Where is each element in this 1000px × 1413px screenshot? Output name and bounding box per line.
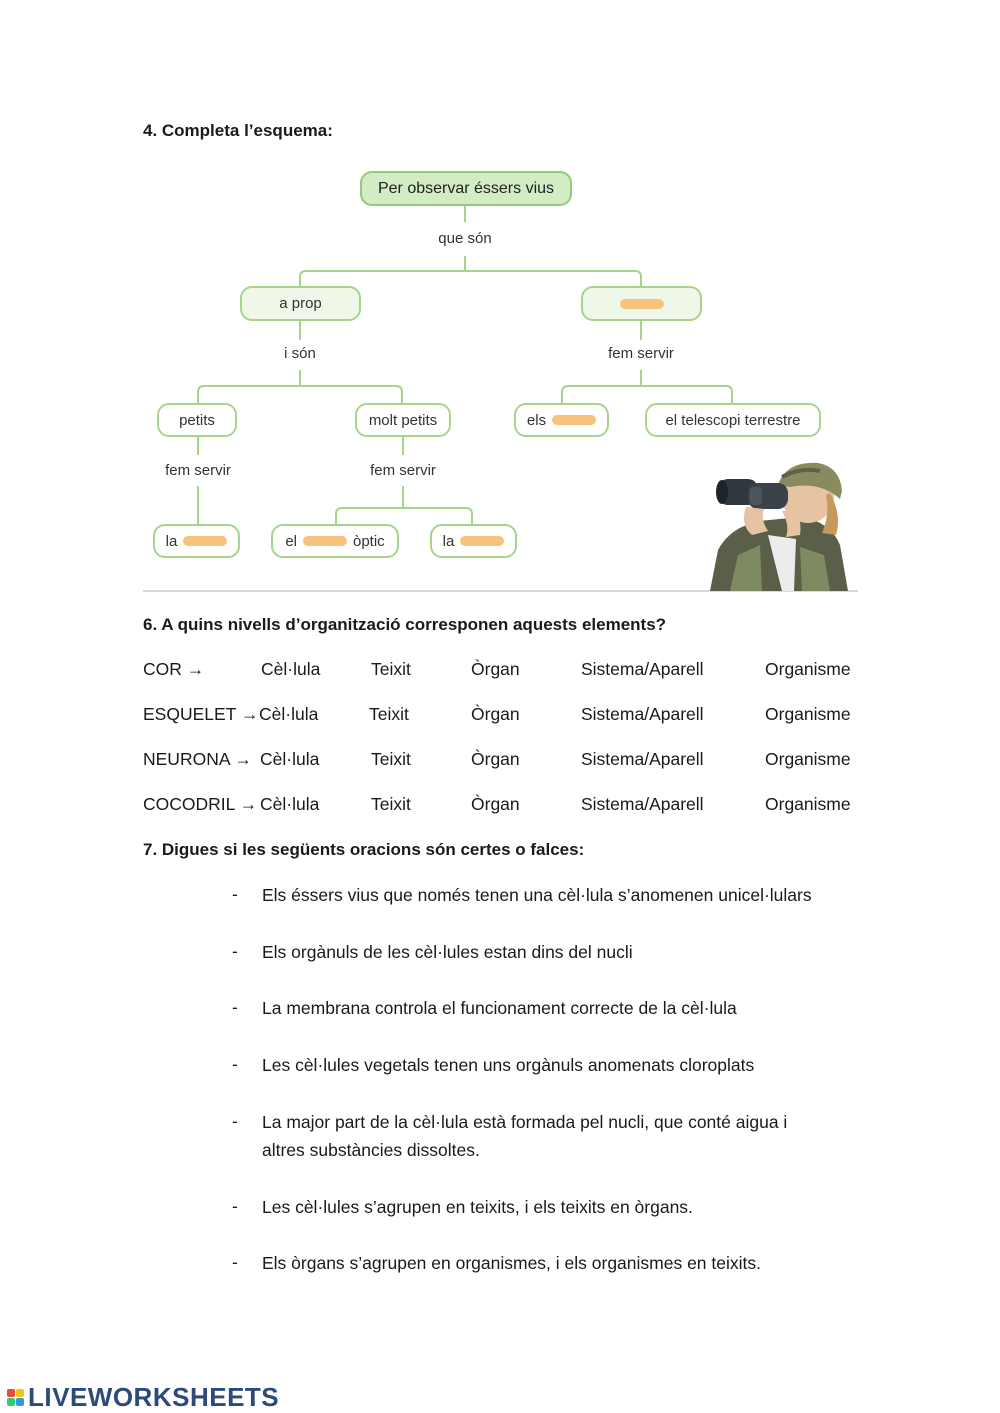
row-label-text: ESQUELET [143,704,237,724]
list-dash: - [232,941,238,961]
option-organisme[interactable]: Organisme [765,749,851,769]
option-teixit[interactable]: Teixit [371,659,411,679]
diagram-node-el-blank-optic [271,524,399,558]
arrow-right-icon: → [186,659,205,679]
option-cellula[interactable]: Cèl·lula [260,794,320,814]
option-organ[interactable]: Òrgan [471,704,520,724]
node-petits-label: petits [179,411,215,429]
arrow-right-icon: → [234,749,252,769]
connector-fem-servir-petits: fem servir [165,462,231,479]
section7-heading: 7. Digues si les següents oracions són certes o falces: [143,840,585,859]
node-optic-label: òptic [353,532,385,550]
option-cellula[interactable]: Cèl·lula [259,704,319,724]
option-sistema-aparell[interactable]: Sistema/Aparell [581,794,704,814]
option-sistema-aparell[interactable]: Sistema/Aparell [581,659,704,679]
option-teixit[interactable]: Teixit [371,749,411,769]
list-dash: - [232,884,238,904]
option-sistema-aparell[interactable]: Sistema/Aparell [581,704,704,724]
row-label-text: COR [143,659,182,679]
node-la-label-1: la [165,532,178,550]
row-label-cor [143,659,204,680]
option-organ[interactable]: Òrgan [471,749,520,769]
connector-fem-servir-molt-petits: fem servir [370,462,436,479]
row-label-cocodril [143,794,257,815]
statement-5[interactable] [262,1108,787,1164]
option-teixit[interactable]: Teixit [371,794,411,814]
diagram-node-telescopi [645,403,821,437]
blank-answer-2[interactable] [552,415,596,425]
statement-5-line-2: altres substàncies dissoltes. [262,1140,480,1160]
statement-1[interactable]: Els éssers vius que només tenen una cèl·lula s’anomenen unicel·lulars [262,885,812,905]
arrow-right-icon: → [240,704,259,724]
option-organisme[interactable]: Organisme [765,704,851,724]
blank-answer-5[interactable] [460,536,504,546]
node-telescopi-label: el telescopi terrestre [665,411,801,429]
node-molt-petits-label: molt petits [368,411,438,429]
section4-heading: 4. Completa l’esquema: [143,121,333,140]
diagram-node-la-blank-1 [153,524,240,558]
person-binoculars-image [690,455,855,591]
row-label-esquelet [143,704,258,725]
node-a-prop-label: a prop [279,295,322,312]
option-organisme[interactable]: Organisme [765,659,851,679]
diagram-node-lluny-blank [581,286,702,321]
liveworksheets-logo [7,1382,279,1413]
list-dash: - [232,1252,238,1272]
connector-i-son: i són [284,345,316,362]
row-label-text: NEURONA [143,749,230,769]
option-organ[interactable]: Òrgan [471,794,520,814]
diagram-node-a-prop [240,286,361,321]
option-organ[interactable]: Òrgan [471,659,520,679]
logo-grid-icon [7,1389,24,1406]
statement-4[interactable]: Les cèl·lules vegetals tenen uns orgànuls anomenats cloroplats [262,1055,755,1075]
statement-3[interactable]: La membrana controla el funcionament correcte de la cèl·lula [262,998,737,1018]
diagram-node-els-blank [514,403,609,437]
blank-answer-1[interactable] [620,299,664,309]
node-el-label: el [285,532,297,550]
row-label-text: COCODRIL [143,794,235,814]
option-organisme[interactable]: Organisme [765,794,851,814]
statement-6[interactable]: Les cèl·lules s’agrupen en teixits, i els teixits en òrgans. [262,1197,693,1217]
list-dash: - [232,1196,238,1216]
connector-fem-servir-right: fem servir [608,345,674,362]
list-dash: - [232,997,238,1017]
option-cellula[interactable]: Cèl·lula [261,659,321,679]
diagram-node-petits [157,403,237,437]
list-dash: - [232,1111,238,1131]
connector-que-son: que són [438,230,492,247]
statement-7[interactable]: Els òrgans s’agrupen en organismes, i els organismes en teixits. [262,1253,761,1273]
statement-5-line-1: La major part de la cèl·lula està formada pel nucli, que conté aigua i [262,1112,788,1132]
node-els-label: els [526,411,547,429]
section6-heading: 6. A quins nivells d’organització corresponen aquests elements? [143,615,667,634]
option-cellula[interactable]: Cèl·lula [260,749,320,769]
list-dash: - [232,1054,238,1074]
diagram-node-molt-petits [355,403,451,437]
diagram-node-la-blank-2 [430,524,517,558]
row-label-neurona [143,749,252,770]
diagram-root-node [360,171,572,206]
blank-answer-3[interactable] [183,536,227,546]
option-teixit[interactable]: Teixit [369,704,409,724]
node-la-label-2: la [442,532,455,550]
option-sistema-aparell[interactable]: Sistema/Aparell [581,749,704,769]
blank-answer-4[interactable] [303,536,347,546]
logo-text: LIVEWORKSHEETS [28,1382,280,1412]
statement-2[interactable]: Els orgànuls de les cèl·lules estan dins del nucli [262,942,633,962]
diagram-root-label: Per observar éssers vius [377,179,555,197]
arrow-right-icon: → [239,794,258,814]
